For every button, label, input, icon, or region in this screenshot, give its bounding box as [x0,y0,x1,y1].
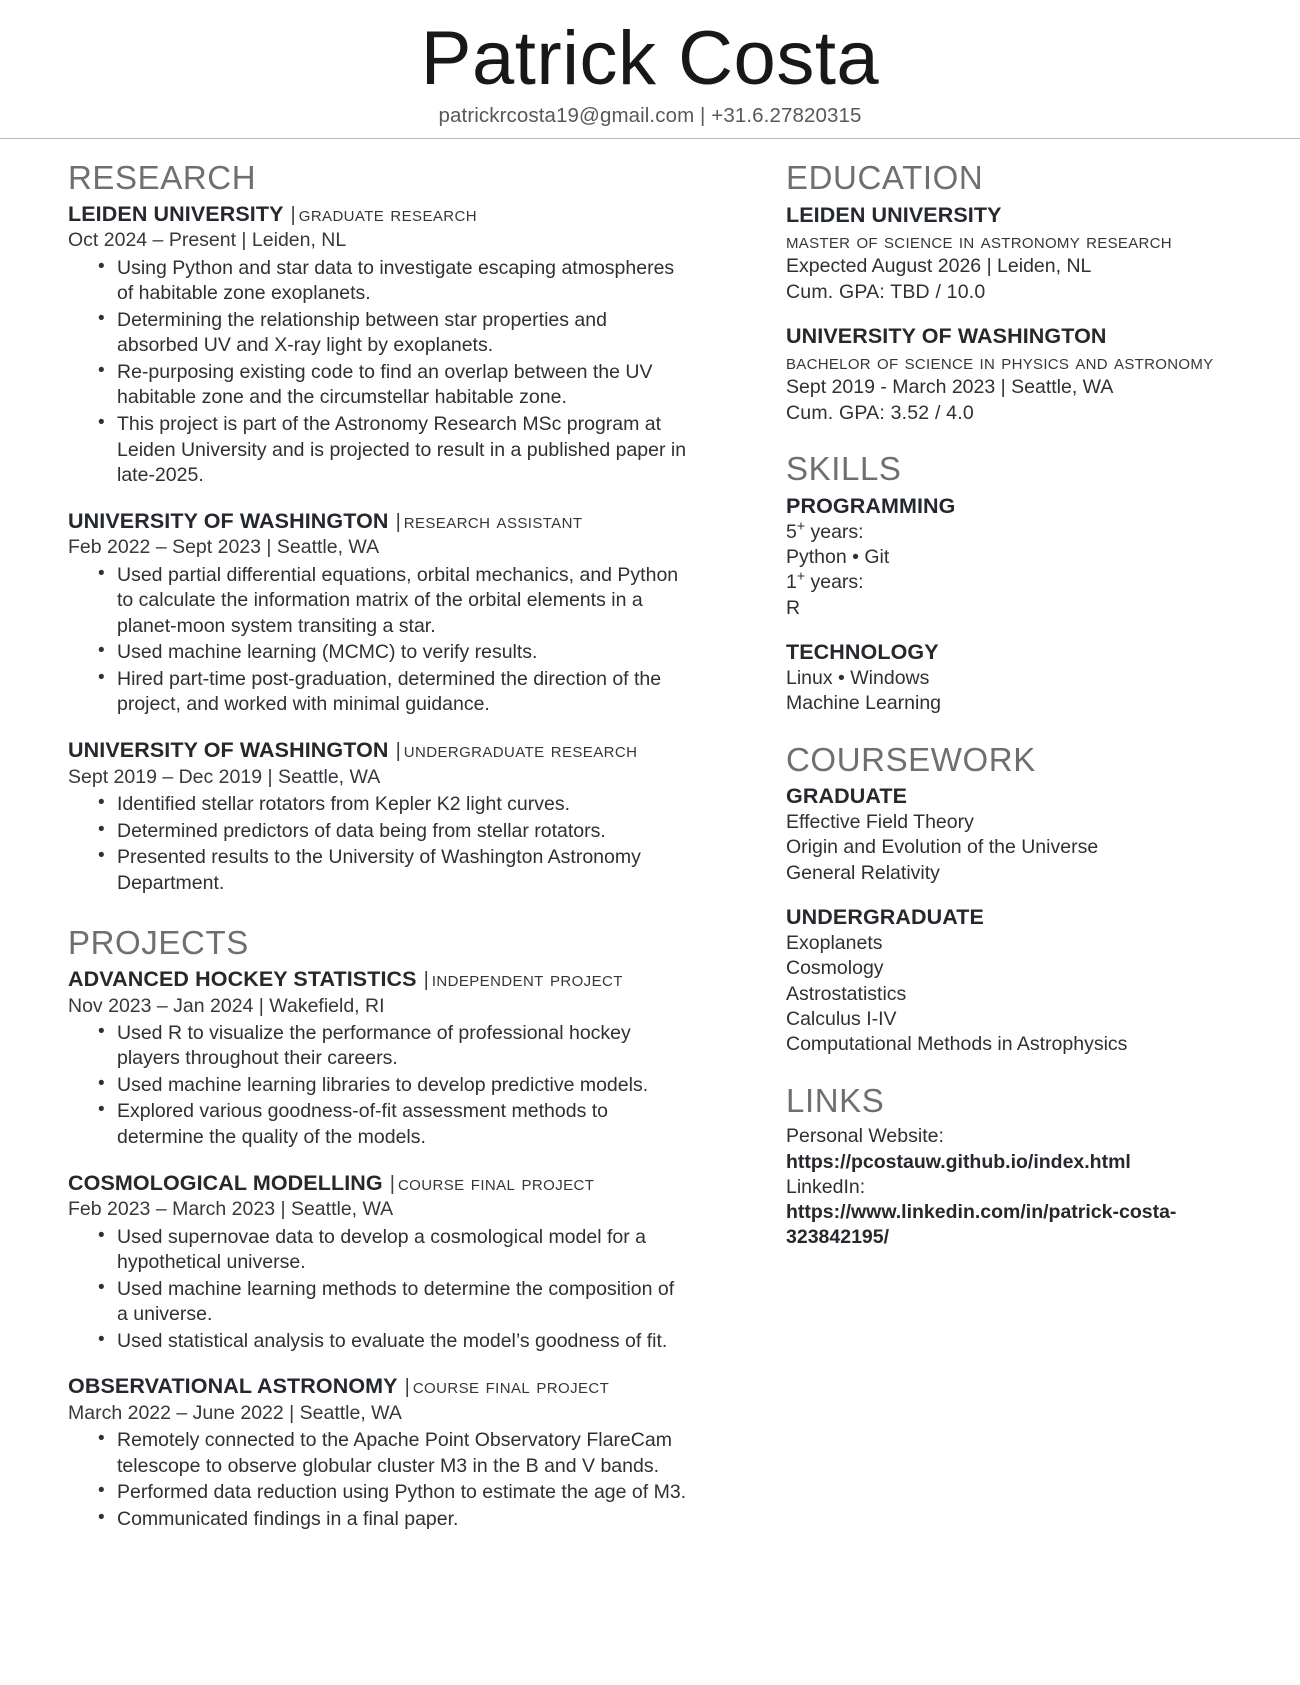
skills-line: 5+ years: [786,517,864,543]
section-title-research: RESEARCH [68,159,257,197]
entry-heading [68,1171,690,1197]
bullet-item: • Determining the relationship between star properties and absorbed UV and X-ray light by exoplanets. [117,308,690,359]
education-dates: Sept 2019 - March 2023 | Seattle, WA [786,376,1114,399]
bullet-item: • Explored various goodness-of-fit assessment methods to determine the quality of the models. [117,1099,690,1150]
section-title-education: EDUCATION [786,159,984,197]
entry-role: course final project [412,1375,610,1399]
left-column [0,161,700,1534]
bullet-item: • Re-purposing existing code to find an overlap between the UV habitable zone and the circumstellar habitable zone. [117,360,690,411]
entry-meta: Oct 2024 – Present | Leiden, NL [68,229,347,252]
entry-separator: | [395,510,401,533]
bullet-item: • Using Python and star data to investigate escaping atmospheres of habitable zone exoplanets. [117,256,690,307]
entry-meta: Feb 2023 – March 2023 | Seattle, WA [68,1198,394,1221]
entry-bullets [68,1021,690,1151]
entry-separator: | [290,203,296,226]
entry-organization: OBSERVATIONAL ASTRONOMY [68,1374,398,1399]
entry-separator: | [395,739,401,762]
skills-line: Python • Git [786,545,890,568]
education-gpa: Cum. GPA: 3.52 / 4.0 [786,401,974,424]
entry-heading [68,509,690,535]
bullet-item: • Used partial differential equations, orbital mechanics, and Python to calculate the information matrix of the orbital elements in a planet-moon system transiting a star. [117,563,690,640]
skills-line: 1+ years: [786,567,864,594]
bullet-item: • Used machine learning methods to determine the composition of a universe. [117,1277,690,1328]
education-entry [786,323,1270,426]
entry-bullets [68,1428,690,1532]
entry-role: undergraduate research [403,738,638,762]
bullet-item: • Performed data reduction using Python to estimate the age of M3. [117,1480,690,1506]
entry-meta: Feb 2022 – Sept 2023 | Seattle, WA [68,536,380,559]
entry-bullets [68,792,690,896]
skills-line: Machine Learning [786,692,942,715]
course-item: Cosmology [786,957,884,980]
education-entry [786,202,1270,305]
entry-organization: LEIDEN UNIVERSITY [68,201,284,226]
entry-separator: | [423,968,429,991]
bullet-item: • Identified stellar rotators from Kepler K2 light curves. [117,792,690,818]
linkedin-link[interactable]: https://www.linkedin.com/in/patrick-costa-323842195/ [786,1200,1177,1248]
entry-meta: March 2022 – June 2022 | Seattle, WA [68,1402,402,1425]
course-item: Astrostatistics [786,982,907,1005]
section-title-skills: SKILLS [786,450,902,488]
project-entry [68,967,690,1151]
bullet-item: • Used statistical analysis to evaluate the model’s goodness of fit. [117,1329,690,1355]
coursework-group-name: UNDERGRADUATE [786,905,984,930]
entry-separator: | [389,1172,395,1195]
skills-group [786,639,1270,717]
education-gpa: Cum. GPA: TBD / 10.0 [786,280,986,303]
course-item: Origin and Evolution of the Universe [786,836,1099,859]
entry-organization: COSMOLOGICAL MODELLING [68,1170,383,1195]
link-label: LinkedIn: [786,1175,866,1198]
bullet-item: • Communicated findings in a final paper. [117,1507,690,1533]
research-entry [68,738,690,896]
skills-group-name: TECHNOLOGY [786,639,939,664]
education-school: UNIVERSITY OF WASHINGTON [786,323,1107,348]
entry-meta: Nov 2023 – Jan 2024 | Wakefield, RI [68,994,385,1017]
education-school: LEIDEN UNIVERSITY [786,202,1002,227]
page-title: Patrick Costa [420,16,880,101]
bullet-item: • This project is part of the Astronomy Research MSc program at Leiden University and is projected to result in a published paper in late-2025. [117,412,690,489]
section-title-links: LINKS [786,1081,885,1119]
entry-bullets [68,256,690,489]
bullet-item: • Hired part-time post-graduation, determined the direction of the project, and worked with minimal guidance. [117,667,690,718]
entry-organization: ADVANCED HOCKEY STATISTICS [68,966,417,991]
bullet-item: • Used machine learning libraries to develop predictive models. [117,1073,690,1099]
research-entry [68,202,690,489]
coursework-group [786,783,1270,886]
skills-line: Linux • Windows [786,666,930,689]
entry-organization: UNIVERSITY OF WASHINGTON [68,508,389,533]
course-item: Effective Field Theory [786,811,974,834]
resume-header [0,0,1300,139]
entry-role: research assistant [403,509,583,533]
course-item: Exoplanets [786,931,883,954]
entry-heading [68,1374,690,1400]
contact-line: patrickrcosta19@gmail.com | +31.6.27820315 [438,104,862,128]
link-item [786,1124,1270,1250]
skills-line: R [786,596,801,619]
personal-website-link[interactable]: https://pcostauw.github.io/index.html [786,1150,1131,1173]
bullet-item: • Presented results to the University of Washington Astronomy Department. [117,845,690,896]
section-links [786,1081,1270,1250]
bullet-item: • Used supernovae data to develop a cosmological model for a hypothetical universe. [117,1225,690,1276]
entry-meta: Sept 2019 – Dec 2019 | Seattle, WA [68,765,381,788]
entry-role: graduate research [298,202,477,226]
section-skills [786,452,1270,716]
section-title-coursework: COURSEWORK [786,740,1036,778]
skills-group [786,493,1270,621]
section-coursework [786,740,1270,1058]
link-label: Personal Website: [786,1125,944,1148]
entry-separator: | [404,1376,410,1399]
section-title-projects: PROJECTS [68,924,249,962]
bullet-item: • Used R to visualize the performance of professional hockey players throughout their careers. [117,1021,690,1072]
entry-bullets [68,1225,690,1355]
bullet-item: • Remotely connected to the Apache Point Observatory FlareCam telescope to observe globular cluster M3 in the B and V bands. [117,1428,690,1479]
research-entry [68,509,690,718]
education-dates: Expected August 2026 | Leiden, NL [786,255,1092,278]
entry-role: course final project [397,1171,595,1195]
right-column [700,161,1300,1250]
entry-heading [68,202,690,228]
project-entry [68,1171,690,1355]
entry-heading [68,738,690,764]
coursework-group [786,904,1270,1058]
bullet-item: • Used machine learning (MCMC) to verify results. [117,640,690,666]
education-degree: bachelor of science in physics and astronomy [786,350,1214,374]
section-research [68,161,690,896]
entry-organization: UNIVERSITY OF WASHINGTON [68,737,389,762]
section-education [786,161,1270,426]
entry-heading [68,967,690,993]
entry-bullets [68,563,690,718]
course-item: Calculus I-IV [786,1007,897,1030]
entry-role: independent project [431,967,623,991]
section-projects [68,926,690,1532]
education-degree: master of science in astronomy research [786,229,1172,253]
bullet-item: • Determined predictors of data being from stellar rotators. [117,819,690,845]
course-item: General Relativity [786,861,940,884]
resume-body [0,139,1300,1534]
course-item: Computational Methods in Astrophysics [786,1033,1128,1056]
coursework-group-name: GRADUATE [786,784,908,809]
skills-group-name: PROGRAMMING [786,493,956,518]
project-entry [68,1374,690,1532]
